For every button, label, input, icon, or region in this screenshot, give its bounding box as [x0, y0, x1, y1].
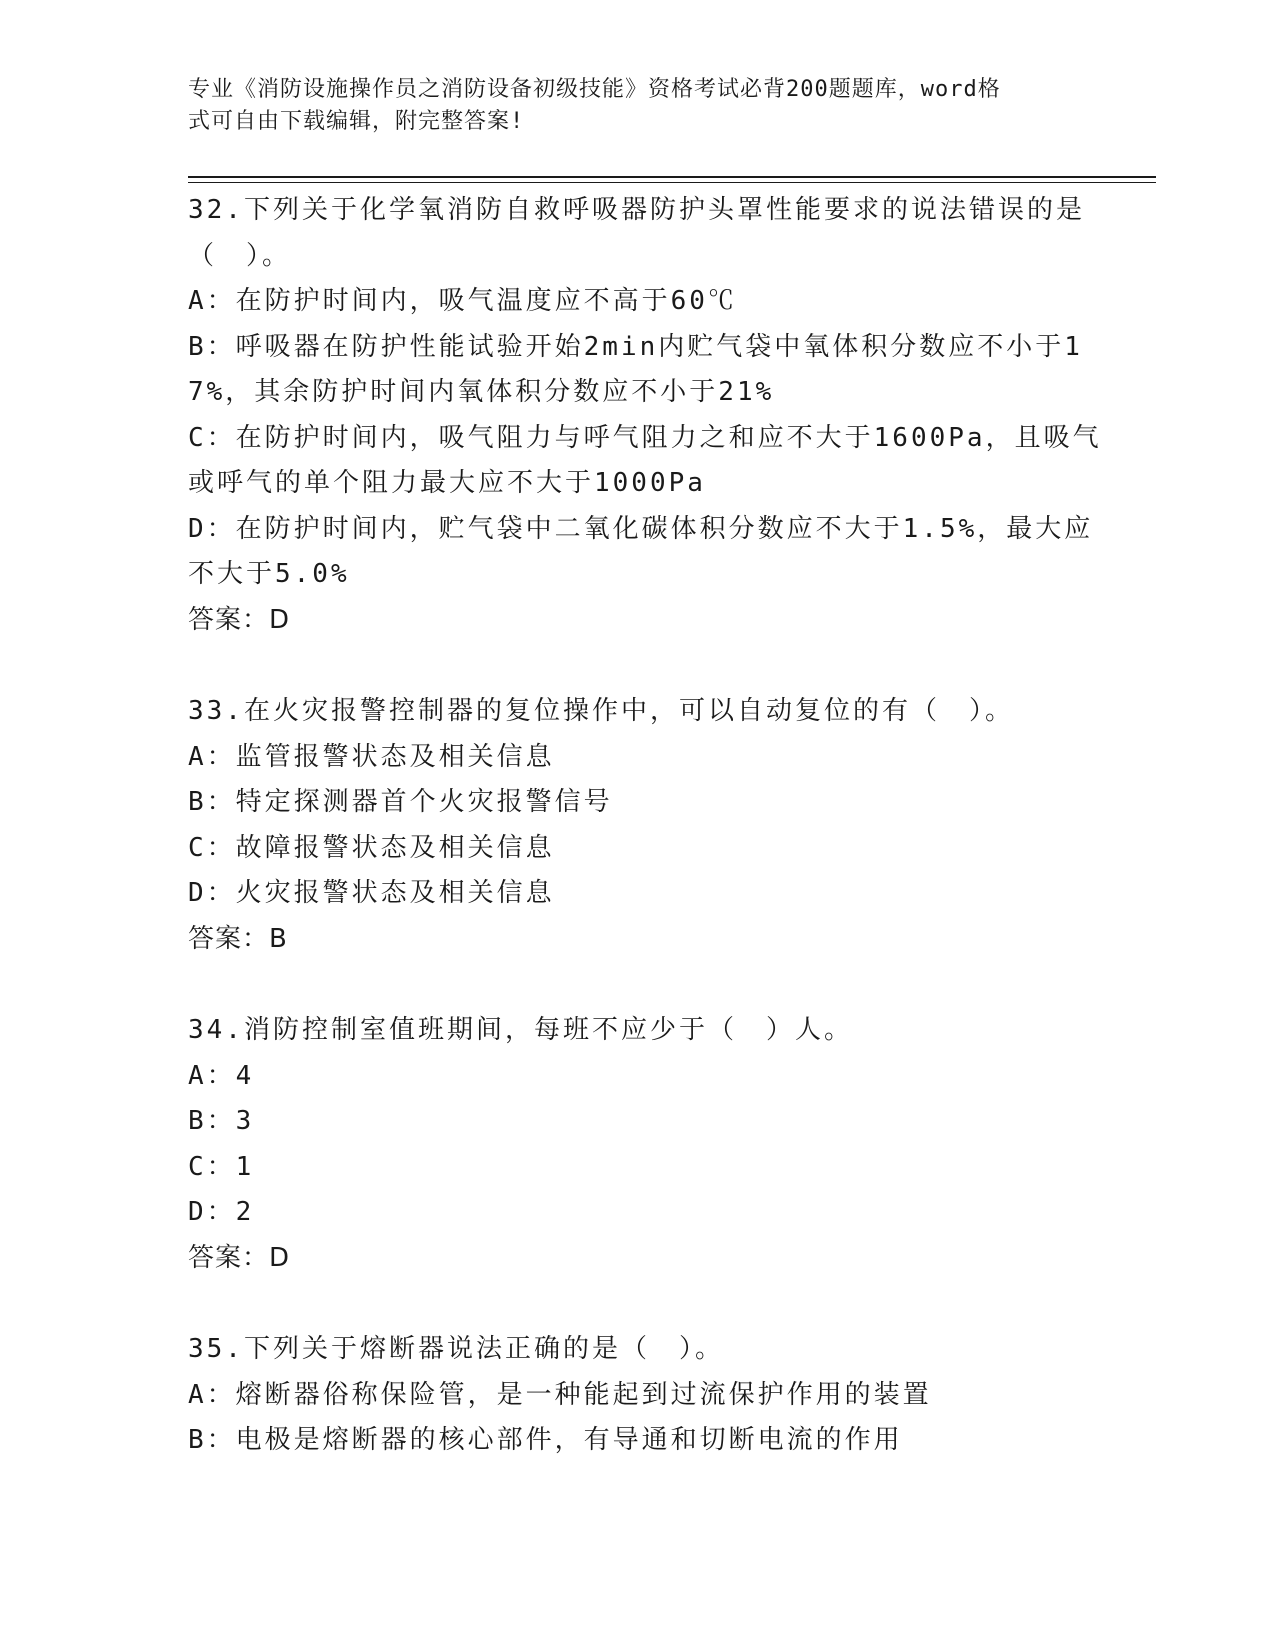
question-34	[188, 1008, 1108, 1281]
answer-label: 答案：B	[188, 923, 288, 954]
question-list	[188, 188, 1108, 1510]
question-32	[188, 188, 1108, 643]
question-stem: 32.下列关于化学氧消防自救呼吸器防护头罩性能要求的说法错误的是（ ）。	[188, 195, 1085, 271]
question-33	[188, 689, 1108, 962]
option-d: D：2	[188, 1197, 255, 1227]
header-line-2: 式可自由下载编辑，附完整答案!	[188, 109, 525, 134]
header-line-1: 专业《消防设施操作员之消防设备初级技能》资格考试必背200题题库，word格	[188, 77, 1001, 102]
question-35	[188, 1327, 1108, 1464]
option-b: B：呼吸器在防护性能试验开始2min内贮气袋中氧体积分数应不小于17%，其余防护时间内氧体积分数应不小于21%	[188, 331, 1083, 407]
option-b: B：3	[188, 1106, 255, 1136]
option-c: C：故障报警状态及相关信息	[188, 832, 555, 863]
option-b: B：电极是熔断器的核心部件，有导通和切断电流的作用	[188, 1425, 903, 1455]
header-rule-thin	[188, 182, 1156, 183]
option-c: C：在防护时间内，吸气阻力与呼气阻力之和应不大于1600Pa，且吸气或呼气的单个阻力最大应不大于1000Pa	[188, 422, 1102, 498]
option-a: A：熔断器俗称保险管，是一种能起到过流保护作用的装置	[188, 1379, 932, 1410]
option-a: A：4	[188, 1060, 255, 1091]
option-d: D：在防护时间内，贮气袋中二氧化碳体积分数应不大于1.5%，最大应不大于5.0%	[188, 513, 1094, 589]
header-rule-thick	[188, 176, 1156, 178]
option-b: B：特定探测器首个火灾报警信号	[188, 787, 613, 817]
answer-label: 答案：D	[188, 604, 291, 635]
question-stem: 34.消防控制室值班期间，每班不应少于（ ）人。	[188, 1015, 853, 1045]
answer-label: 答案：D	[188, 1242, 291, 1273]
option-a: A：在防护时间内，吸气温度应不高于60℃	[188, 286, 737, 316]
option-a: A：监管报警状态及相关信息	[188, 741, 555, 772]
question-stem: 35.下列关于熔断器说法正确的是（ ）。	[188, 1334, 724, 1364]
question-stem: 33.在火灾报警控制器的复位操作中，可以自动复位的有（ ）。	[188, 696, 1014, 726]
option-c: C：1	[188, 1151, 255, 1182]
option-d: D：火灾报警状态及相关信息	[188, 878, 555, 908]
document-header	[188, 74, 1088, 138]
